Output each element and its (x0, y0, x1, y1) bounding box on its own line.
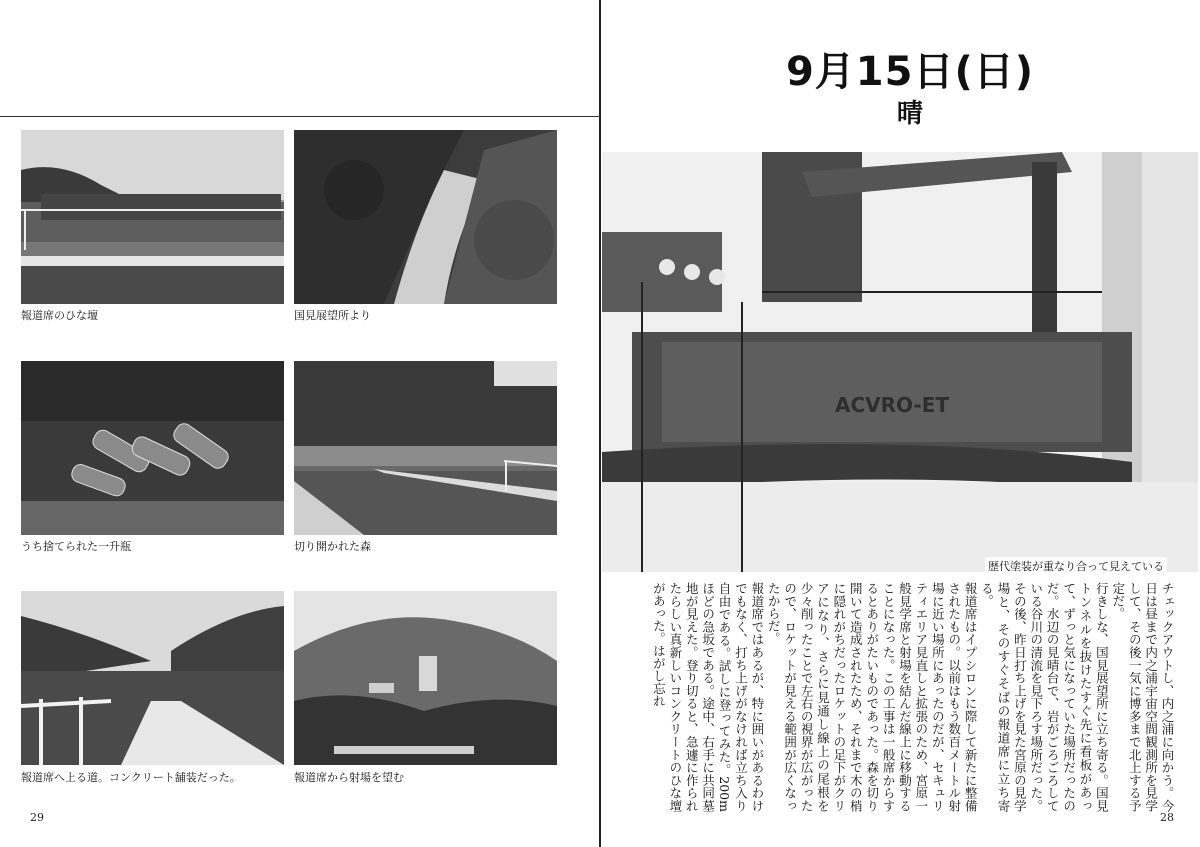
photo-caption: 国見展望所より (294, 309, 371, 322)
photo-press-seat-tiers (21, 130, 284, 304)
photo-road-to-press-seats (21, 591, 284, 765)
photo-sake-bottles (21, 361, 284, 535)
article-paragraph: 報道席はイプシロンに際して新たに整備されたもの。以前はもう数百メートル射場に近い場所にあったのだが、セキュリティエリア見直しと拡張のため、宮原一般見学席と射場を結んだ線上に移動することになった。この工事は一般席からするとありがたいものであった。森を切り開いて造成されたため、それまで木の梢に隠れがちだったロケットの足下がクリアになり、さらに見通し線上の尾根を少々削ったことで左右の視界が広がったので、ロケットが見える範囲が広くなったからだ。 (766, 582, 979, 812)
page-number: 28 (1160, 811, 1174, 824)
photo-cleared-forest (294, 361, 557, 535)
photo-caption: うち捨てられた一升瓶 (21, 540, 131, 553)
left-page-rule (0, 116, 600, 117)
article-paragraph: 報道席ではあるが、特に囲いがあるわけでもなく、打ち上げがなければ立ち入り自由である。試しに登ってみた。200mほどの急坂である。途中、右手に共同墓地が見えた。登り切ると、急遽に作られたらしい真新しいコンクリートのひな壇があった。はがし忘れ (651, 582, 765, 812)
photo-caption: 切り開かれた森 (294, 540, 371, 553)
photo-caption: 報道席から射場を望む (294, 771, 404, 784)
page-gutter (599, 0, 601, 847)
pad-marking: ACVRO-ET (834, 393, 950, 417)
main-photo-caption: 歴代塗装が重なり合って見えている (985, 557, 1167, 575)
article-paragraph: 行きしな、国見展望所に立ち寄る。国見トンネルを抜けたすぐ先に看板があって、ずっと気になっていた場所だったのだ。水辺の見晴台で、岩がごろごろしている谷川の清流を見下ろす場所だった。その後、昨日打ち上げを見た宮原の見学場と、そのすぐそばの報道席に立ち寄る。 (979, 582, 1110, 812)
photo-caption: 報道席のひな壇 (21, 309, 98, 322)
article-paragraph: チェックアウトし、内之浦に向かう。今日は昼まで内之浦宇宙空間観測所を見学して、その後一気に博多まで北上する予定だ。 (1110, 582, 1175, 812)
photo-launch-site-view (294, 591, 557, 765)
weather-label: 晴 (896, 99, 923, 129)
article-body (640, 582, 1175, 812)
photo-caption: 報道席へ上る道。コンクリート舗装だった。 (21, 771, 241, 784)
date-title: 9月15日(日) (785, 49, 1035, 95)
photo-kunimi-view (294, 130, 557, 304)
photo-launch-pad (602, 152, 1198, 572)
page-number: 29 (30, 811, 44, 824)
